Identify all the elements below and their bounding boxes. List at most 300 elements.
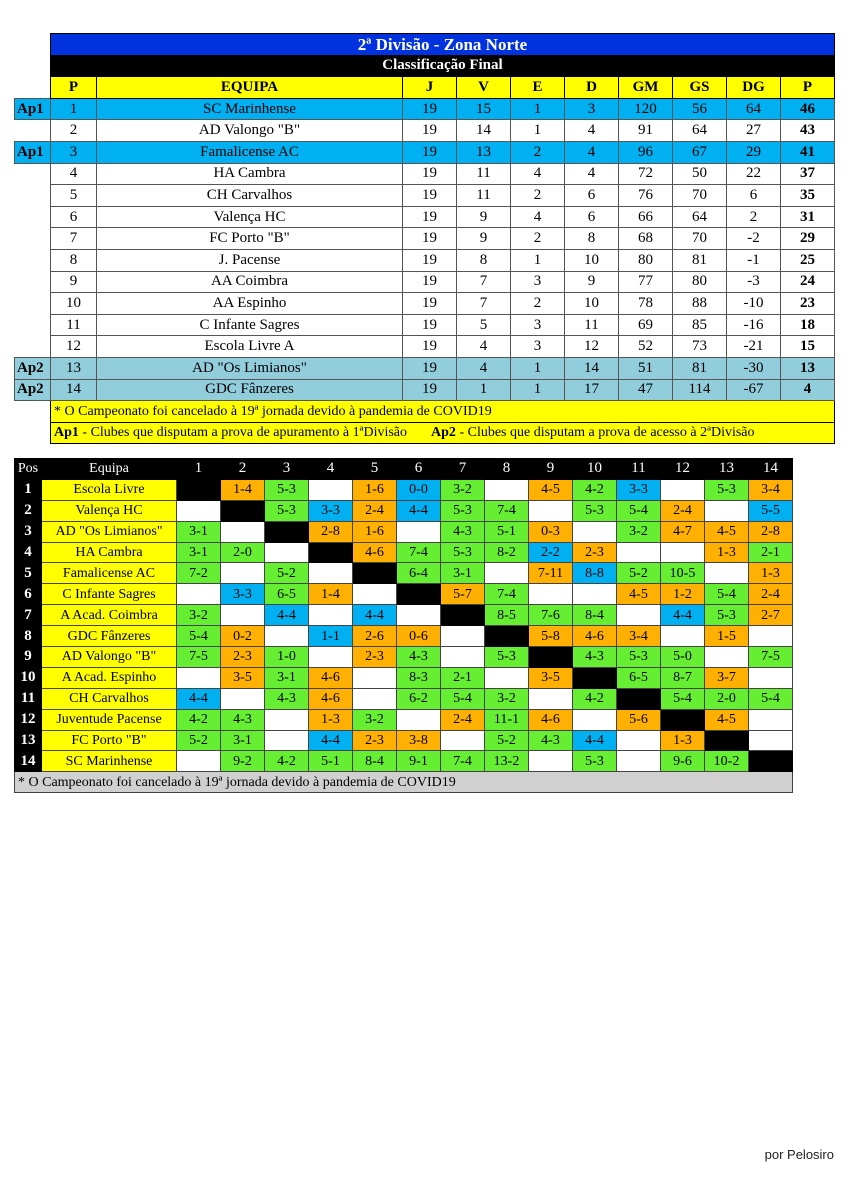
standings-cell-d: 6 bbox=[565, 206, 619, 228]
matrix-result-cell: 8-5 bbox=[485, 605, 529, 626]
matrix-result-cell: 2-4 bbox=[441, 709, 485, 730]
standings-cell-gs: 88 bbox=[673, 293, 727, 315]
zone-label: Ap2 bbox=[15, 379, 51, 401]
matrix-result-cell: 5-3 bbox=[573, 500, 617, 521]
matrix-result-cell: 1-3 bbox=[661, 730, 705, 751]
zone-label bbox=[15, 249, 51, 271]
standings-cell-j: 19 bbox=[403, 293, 457, 315]
matrix-result-cell bbox=[309, 647, 353, 668]
zone-label: Ap1 bbox=[15, 98, 51, 120]
matrix-result-cell: 7-5 bbox=[749, 647, 793, 668]
matrix-result-cell bbox=[265, 709, 309, 730]
matrix-result-cell: 3-4 bbox=[749, 479, 793, 500]
matrix-result-cell bbox=[177, 751, 221, 772]
matrix-row-team: Famalicense AC bbox=[42, 563, 177, 584]
matrix-result-cell: 1-6 bbox=[353, 479, 397, 500]
matrix-result-cell: 5-8 bbox=[529, 626, 573, 647]
matrix-col-number: 5 bbox=[353, 459, 397, 480]
matrix-result-cell: 10-2 bbox=[705, 751, 749, 772]
matrix-result-cell: 0-3 bbox=[529, 521, 573, 542]
standings-cell-pts: 25 bbox=[781, 249, 835, 271]
standings-cell-gs: 70 bbox=[673, 228, 727, 250]
standings-cell-pos: 11 bbox=[51, 314, 97, 336]
matrix-row bbox=[15, 751, 793, 772]
standings-cell-team: AD Valongo "B" bbox=[97, 120, 403, 142]
matrix-result-cell: 3-2 bbox=[485, 688, 529, 709]
standings-header-cell: DG bbox=[727, 77, 781, 99]
matrix-result-cell: 3-8 bbox=[397, 730, 441, 751]
standings-cell-j: 19 bbox=[403, 185, 457, 207]
standings-cell-j: 19 bbox=[403, 357, 457, 379]
standings-cell-j: 19 bbox=[403, 206, 457, 228]
standings-cell-dg: 64 bbox=[727, 98, 781, 120]
matrix-result-cell: 4-4 bbox=[309, 730, 353, 751]
standings-cell-pts: 13 bbox=[781, 357, 835, 379]
matrix-result-cell bbox=[661, 542, 705, 563]
matrix-row-pos: 3 bbox=[15, 521, 42, 542]
matrix-result-cell: 7-5 bbox=[177, 647, 221, 668]
standings-cell-team: AA Espinho bbox=[97, 293, 403, 315]
matrix-result-cell: 5-1 bbox=[309, 751, 353, 772]
standings-cell-gm: 69 bbox=[619, 314, 673, 336]
matrix-row-team: A Acad. Espinho bbox=[42, 667, 177, 688]
standings-cell-pos: 5 bbox=[51, 185, 97, 207]
matrix-result-cell bbox=[441, 730, 485, 751]
standings-cell-pos: 1 bbox=[51, 98, 97, 120]
standings-cell-gm: 78 bbox=[619, 293, 673, 315]
matrix-row-pos: 6 bbox=[15, 584, 42, 605]
standings-cell-e: 4 bbox=[511, 163, 565, 185]
standings-row bbox=[15, 293, 835, 315]
matrix-result-cell: 0-0 bbox=[397, 479, 441, 500]
standings-cell-dg: -3 bbox=[727, 271, 781, 293]
standings-row bbox=[15, 206, 835, 228]
standings-cell-gs: 85 bbox=[673, 314, 727, 336]
matrix-result-cell: 7-4 bbox=[485, 584, 529, 605]
matrix-row-pos: 13 bbox=[15, 730, 42, 751]
standings-cell-j: 19 bbox=[403, 120, 457, 142]
standings-cell-v: 7 bbox=[457, 293, 511, 315]
standings-cell-team: AD "Os Limianos" bbox=[97, 357, 403, 379]
matrix-result-cell: 2-4 bbox=[353, 500, 397, 521]
standings-row bbox=[15, 379, 835, 401]
standings-cell-e: 3 bbox=[511, 314, 565, 336]
standings-cell-e: 1 bbox=[511, 357, 565, 379]
matrix-self-cell bbox=[573, 667, 617, 688]
matrix-result-cell: 8-2 bbox=[485, 542, 529, 563]
matrix-row bbox=[15, 500, 793, 521]
standings-cell-d: 10 bbox=[565, 249, 619, 271]
matrix-result-cell: 2-1 bbox=[749, 542, 793, 563]
standings-cell-team: FC Porto "B" bbox=[97, 228, 403, 250]
standings-cell-d: 10 bbox=[565, 293, 619, 315]
standings-cell-v: 8 bbox=[457, 249, 511, 271]
matrix-result-cell bbox=[749, 626, 793, 647]
standings-cell-e: 3 bbox=[511, 336, 565, 358]
matrix-result-cell: 8-4 bbox=[573, 605, 617, 626]
matrix-row-team: FC Porto "B" bbox=[42, 730, 177, 751]
matrix-result-cell: 5-1 bbox=[485, 521, 529, 542]
matrix-result-cell bbox=[749, 667, 793, 688]
matrix-self-cell bbox=[397, 584, 441, 605]
standings-cell-gm: 72 bbox=[619, 163, 673, 185]
matrix-result-cell: 4-7 bbox=[661, 521, 705, 542]
standings-cell-d: 4 bbox=[565, 141, 619, 163]
standings-header-cell: P bbox=[781, 77, 835, 99]
standings-cell-v: 7 bbox=[457, 271, 511, 293]
matrix-result-cell: 5-3 bbox=[705, 479, 749, 500]
standings-header-cell: E bbox=[511, 77, 565, 99]
matrix-self-cell bbox=[441, 605, 485, 626]
matrix-result-cell: 4-3 bbox=[573, 647, 617, 668]
standings-row bbox=[15, 141, 835, 163]
matrix-result-cell: 8-3 bbox=[397, 667, 441, 688]
standings-cell-d: 9 bbox=[565, 271, 619, 293]
standings-cell-pts: 18 bbox=[781, 314, 835, 336]
matrix-result-cell bbox=[265, 626, 309, 647]
standings-cell-dg: 27 bbox=[727, 120, 781, 142]
matrix-result-cell: 9-1 bbox=[397, 751, 441, 772]
standings-cell-team: Famalicense AC bbox=[97, 141, 403, 163]
standings-cell-e: 3 bbox=[511, 271, 565, 293]
matrix-result-cell: 7-4 bbox=[441, 751, 485, 772]
matrix-row-pos: 5 bbox=[15, 563, 42, 584]
matrix-header-pos: Pos bbox=[15, 459, 42, 480]
matrix-result-cell bbox=[705, 563, 749, 584]
standings-row bbox=[15, 98, 835, 120]
matrix-row bbox=[15, 626, 793, 647]
matrix-result-cell bbox=[749, 709, 793, 730]
matrix-result-cell: 13-2 bbox=[485, 751, 529, 772]
matrix-result-cell: 3-1 bbox=[265, 667, 309, 688]
matrix-self-cell bbox=[485, 626, 529, 647]
standings-cell-d: 12 bbox=[565, 336, 619, 358]
matrix-col-number: 7 bbox=[441, 459, 485, 480]
matrix-result-cell bbox=[617, 542, 661, 563]
matrix-result-cell: 1-0 bbox=[265, 647, 309, 668]
standings-cell-pos: 12 bbox=[51, 336, 97, 358]
matrix-result-cell: 3-2 bbox=[177, 605, 221, 626]
standings-cell-dg: -30 bbox=[727, 357, 781, 379]
matrix-row-pos: 2 bbox=[15, 500, 42, 521]
matrix-row-pos: 12 bbox=[15, 709, 42, 730]
matrix-result-cell bbox=[309, 479, 353, 500]
standings-row bbox=[15, 357, 835, 379]
standings-cell-v: 5 bbox=[457, 314, 511, 336]
matrix-result-cell: 7-11 bbox=[529, 563, 573, 584]
standings-cell-dg: -1 bbox=[727, 249, 781, 271]
matrix-result-cell: 4-5 bbox=[705, 521, 749, 542]
standings-cell-pts: 15 bbox=[781, 336, 835, 358]
credit-text: por Pelosiro bbox=[764, 1147, 834, 1162]
matrix-result-cell: 3-2 bbox=[617, 521, 661, 542]
standings-cell-gm: 76 bbox=[619, 185, 673, 207]
matrix-result-cell bbox=[177, 667, 221, 688]
zone-label: Ap2 bbox=[15, 357, 51, 379]
standings-cell-gm: 77 bbox=[619, 271, 673, 293]
matrix-result-cell: 5-3 bbox=[485, 647, 529, 668]
standings-cell-gs: 67 bbox=[673, 141, 727, 163]
standings-cell-v: 9 bbox=[457, 228, 511, 250]
standings-cell-dg: -2 bbox=[727, 228, 781, 250]
matrix-result-cell: 5-6 bbox=[617, 709, 661, 730]
matrix-result-cell: 8-7 bbox=[661, 667, 705, 688]
matrix-row-team: Escola Livre bbox=[42, 479, 177, 500]
standings-cell-v: 11 bbox=[457, 163, 511, 185]
matrix-col-number: 4 bbox=[309, 459, 353, 480]
matrix-col-number: 8 bbox=[485, 459, 529, 480]
standings-subtitle: Classificação Final bbox=[51, 55, 835, 77]
matrix-result-cell: 4-3 bbox=[265, 688, 309, 709]
matrix-row bbox=[15, 709, 793, 730]
matrix-result-cell: 4-6 bbox=[309, 667, 353, 688]
matrix-result-cell bbox=[617, 605, 661, 626]
standings-row bbox=[15, 249, 835, 271]
standings-cell-pts: 29 bbox=[781, 228, 835, 250]
standings-cell-dg: -67 bbox=[727, 379, 781, 401]
standings-cell-e: 2 bbox=[511, 185, 565, 207]
standings-cell-e: 2 bbox=[511, 141, 565, 163]
matrix-row-pos: 10 bbox=[15, 667, 42, 688]
standings-cell-gs: 73 bbox=[673, 336, 727, 358]
standings-cell-dg: -16 bbox=[727, 314, 781, 336]
matrix-row-team: GDC Fânzeres bbox=[42, 626, 177, 647]
matrix-result-cell: 5-4 bbox=[661, 688, 705, 709]
standings-header-cell: EQUIPA bbox=[97, 77, 403, 99]
matrix-result-cell: 8-4 bbox=[353, 751, 397, 772]
standings-row bbox=[15, 120, 835, 142]
matrix-row-team: SC Marinhense bbox=[42, 751, 177, 772]
matrix-result-cell: 1-4 bbox=[221, 479, 265, 500]
standings-cell-pos: 7 bbox=[51, 228, 97, 250]
matrix-result-cell bbox=[353, 667, 397, 688]
standings-legend-row bbox=[15, 422, 835, 444]
standings-row bbox=[15, 314, 835, 336]
matrix-row-pos: 4 bbox=[15, 542, 42, 563]
standings-cell-e: 1 bbox=[511, 98, 565, 120]
matrix-result-cell: 4-6 bbox=[529, 709, 573, 730]
matrix-row bbox=[15, 605, 793, 626]
matrix-result-cell: 2-6 bbox=[353, 626, 397, 647]
matrix-row bbox=[15, 521, 793, 542]
matrix-result-cell: 4-5 bbox=[617, 584, 661, 605]
standings-cell-j: 19 bbox=[403, 141, 457, 163]
matrix-self-cell bbox=[265, 521, 309, 542]
standings-cell-d: 4 bbox=[565, 120, 619, 142]
standings-row bbox=[15, 228, 835, 250]
matrix-result-cell: 9-2 bbox=[221, 751, 265, 772]
standings-cell-pts: 37 bbox=[781, 163, 835, 185]
matrix-result-cell: 3-5 bbox=[529, 667, 573, 688]
standings-cell-pts: 46 bbox=[781, 98, 835, 120]
matrix-row-team: C Infante Sagres bbox=[42, 584, 177, 605]
matrix-row bbox=[15, 479, 793, 500]
standings-cell-team: CH Carvalhos bbox=[97, 185, 403, 207]
standings-cell-e: 1 bbox=[511, 249, 565, 271]
matrix-result-cell bbox=[353, 688, 397, 709]
matrix-result-cell: 3-2 bbox=[441, 479, 485, 500]
matrix-result-cell: 4-2 bbox=[573, 688, 617, 709]
matrix-result-cell: 2-7 bbox=[749, 605, 793, 626]
standings-cell-j: 19 bbox=[403, 379, 457, 401]
matrix-result-cell: 5-0 bbox=[661, 647, 705, 668]
matrix-row bbox=[15, 563, 793, 584]
matrix-row bbox=[15, 667, 793, 688]
matrix-result-cell bbox=[617, 730, 661, 751]
matrix-result-cell: 4-3 bbox=[441, 521, 485, 542]
matrix-result-cell bbox=[265, 730, 309, 751]
matrix-result-cell: 2-1 bbox=[441, 667, 485, 688]
matrix-result-cell: 10-5 bbox=[661, 563, 705, 584]
matrix-result-cell: 1-6 bbox=[353, 521, 397, 542]
matrix-row bbox=[15, 647, 793, 668]
matrix-row-team: HA Cambra bbox=[42, 542, 177, 563]
matrix-result-cell bbox=[441, 647, 485, 668]
matrix-result-cell: 4-3 bbox=[221, 709, 265, 730]
standings-cell-pos: 2 bbox=[51, 120, 97, 142]
matrix-result-cell: 1-3 bbox=[309, 709, 353, 730]
standings-cell-team: C Infante Sagres bbox=[97, 314, 403, 336]
matrix-result-cell: 9-6 bbox=[661, 751, 705, 772]
matrix-row-team: A Acad. Coimbra bbox=[42, 605, 177, 626]
matrix-result-cell: 4-6 bbox=[353, 542, 397, 563]
standings-header-cell: D bbox=[565, 77, 619, 99]
matrix-result-cell: 6-4 bbox=[397, 563, 441, 584]
standings-cell-v: 15 bbox=[457, 98, 511, 120]
standings-cell-pts: 41 bbox=[781, 141, 835, 163]
standings-cell-dg: 2 bbox=[727, 206, 781, 228]
matrix-result-cell bbox=[485, 563, 529, 584]
matrix-result-cell: 4-6 bbox=[573, 626, 617, 647]
matrix-result-cell: 5-4 bbox=[177, 626, 221, 647]
matrix-result-cell: 2-3 bbox=[221, 647, 265, 668]
matrix-self-cell bbox=[705, 730, 749, 751]
matrix-result-cell: 4-5 bbox=[705, 709, 749, 730]
matrix-result-cell: 5-3 bbox=[265, 479, 309, 500]
matrix-header-team: Equipa bbox=[42, 459, 177, 480]
matrix-result-cell: 7-6 bbox=[529, 605, 573, 626]
standings-cell-v: 4 bbox=[457, 357, 511, 379]
matrix-result-cell: 4-4 bbox=[397, 500, 441, 521]
matrix-self-cell bbox=[353, 563, 397, 584]
standings-cell-pts: 43 bbox=[781, 120, 835, 142]
matrix-result-cell bbox=[397, 709, 441, 730]
matrix-result-cell bbox=[573, 709, 617, 730]
matrix-result-cell bbox=[749, 730, 793, 751]
matrix-result-cell: 1-2 bbox=[661, 584, 705, 605]
standings-cell-pos: 8 bbox=[51, 249, 97, 271]
standings-cell-team: GDC Fânzeres bbox=[97, 379, 403, 401]
matrix-row-team: AD "Os Limianos" bbox=[42, 521, 177, 542]
matrix-result-cell: 3-1 bbox=[177, 542, 221, 563]
matrix-result-cell: 0-6 bbox=[397, 626, 441, 647]
matrix-col-number: 1 bbox=[177, 459, 221, 480]
standings-cell-pts: 23 bbox=[781, 293, 835, 315]
standings-cell-gm: 51 bbox=[619, 357, 673, 379]
standings-header-cell: V bbox=[457, 77, 511, 99]
matrix-note: * O Campeonato foi cancelado à 19ª jornada devido à pandemia de COVID19 bbox=[15, 772, 793, 793]
matrix-result-cell bbox=[177, 584, 221, 605]
matrix-result-cell: 1-3 bbox=[705, 542, 749, 563]
standings-cell-pos: 4 bbox=[51, 163, 97, 185]
standings-cell-j: 19 bbox=[403, 98, 457, 120]
matrix-result-cell: 5-4 bbox=[749, 688, 793, 709]
matrix-result-cell: 5-3 bbox=[265, 500, 309, 521]
standings-cell-gm: 68 bbox=[619, 228, 673, 250]
matrix-result-cell: 2-0 bbox=[705, 688, 749, 709]
results-matrix bbox=[14, 458, 793, 793]
standings-cell-d: 8 bbox=[565, 228, 619, 250]
matrix-result-cell bbox=[617, 751, 661, 772]
matrix-result-cell: 4-4 bbox=[661, 605, 705, 626]
matrix-result-cell: 4-4 bbox=[353, 605, 397, 626]
matrix-row-pos: 14 bbox=[15, 751, 42, 772]
matrix-result-cell: 2-4 bbox=[661, 500, 705, 521]
matrix-result-cell: 4-3 bbox=[529, 730, 573, 751]
matrix-result-cell: 3-4 bbox=[617, 626, 661, 647]
matrix-result-cell bbox=[661, 479, 705, 500]
legend-ap2-key: Ap2 bbox=[431, 425, 456, 441]
matrix-self-cell bbox=[617, 688, 661, 709]
matrix-result-cell: 4-4 bbox=[177, 688, 221, 709]
matrix-row-pos: 7 bbox=[15, 605, 42, 626]
matrix-result-cell: 5-3 bbox=[617, 647, 661, 668]
matrix-result-cell: 1-3 bbox=[749, 563, 793, 584]
matrix-result-cell: 3-2 bbox=[353, 709, 397, 730]
standings-header-cell: GS bbox=[673, 77, 727, 99]
standings-cell-e: 1 bbox=[511, 379, 565, 401]
standings-cell-v: 14 bbox=[457, 120, 511, 142]
matrix-result-cell bbox=[221, 688, 265, 709]
matrix-result-cell: 5-5 bbox=[749, 500, 793, 521]
matrix-result-cell: 2-3 bbox=[353, 647, 397, 668]
standings-cell-dg: -10 bbox=[727, 293, 781, 315]
standings-cell-pos: 6 bbox=[51, 206, 97, 228]
matrix-result-cell: 6-5 bbox=[617, 667, 661, 688]
matrix-result-cell: 3-3 bbox=[309, 500, 353, 521]
standings-row bbox=[15, 163, 835, 185]
standings-note: * O Campeonato foi cancelado à 19ª jornada devido à pandemia de COVID19 bbox=[51, 401, 835, 423]
matrix-row-team: Valença HC bbox=[42, 500, 177, 521]
zone-label bbox=[15, 271, 51, 293]
standings-header-cell: P bbox=[51, 77, 97, 99]
zone-label bbox=[15, 293, 51, 315]
zone-label: Ap1 bbox=[15, 141, 51, 163]
matrix-col-number: 12 bbox=[661, 459, 705, 480]
matrix-result-cell: 5-2 bbox=[485, 730, 529, 751]
standings-cell-d: 17 bbox=[565, 379, 619, 401]
matrix-result-cell bbox=[353, 584, 397, 605]
matrix-result-cell: 5-3 bbox=[441, 542, 485, 563]
standings-cell-team: SC Marinhense bbox=[97, 98, 403, 120]
standings-note-row bbox=[15, 401, 835, 423]
matrix-col-number: 6 bbox=[397, 459, 441, 480]
matrix-result-cell: 8-8 bbox=[573, 563, 617, 584]
zone-label bbox=[15, 120, 51, 142]
matrix-result-cell: 5-2 bbox=[177, 730, 221, 751]
matrix-result-cell: 1-5 bbox=[705, 626, 749, 647]
matrix-result-cell: 3-5 bbox=[221, 667, 265, 688]
matrix-result-cell bbox=[485, 667, 529, 688]
standings-cell-gm: 66 bbox=[619, 206, 673, 228]
zone-label bbox=[15, 163, 51, 185]
matrix-result-cell bbox=[529, 688, 573, 709]
matrix-row-pos: 9 bbox=[15, 647, 42, 668]
matrix-result-cell: 4-4 bbox=[265, 605, 309, 626]
matrix-result-cell bbox=[485, 479, 529, 500]
matrix-self-cell bbox=[749, 751, 793, 772]
matrix-row-team: CH Carvalhos bbox=[42, 688, 177, 709]
